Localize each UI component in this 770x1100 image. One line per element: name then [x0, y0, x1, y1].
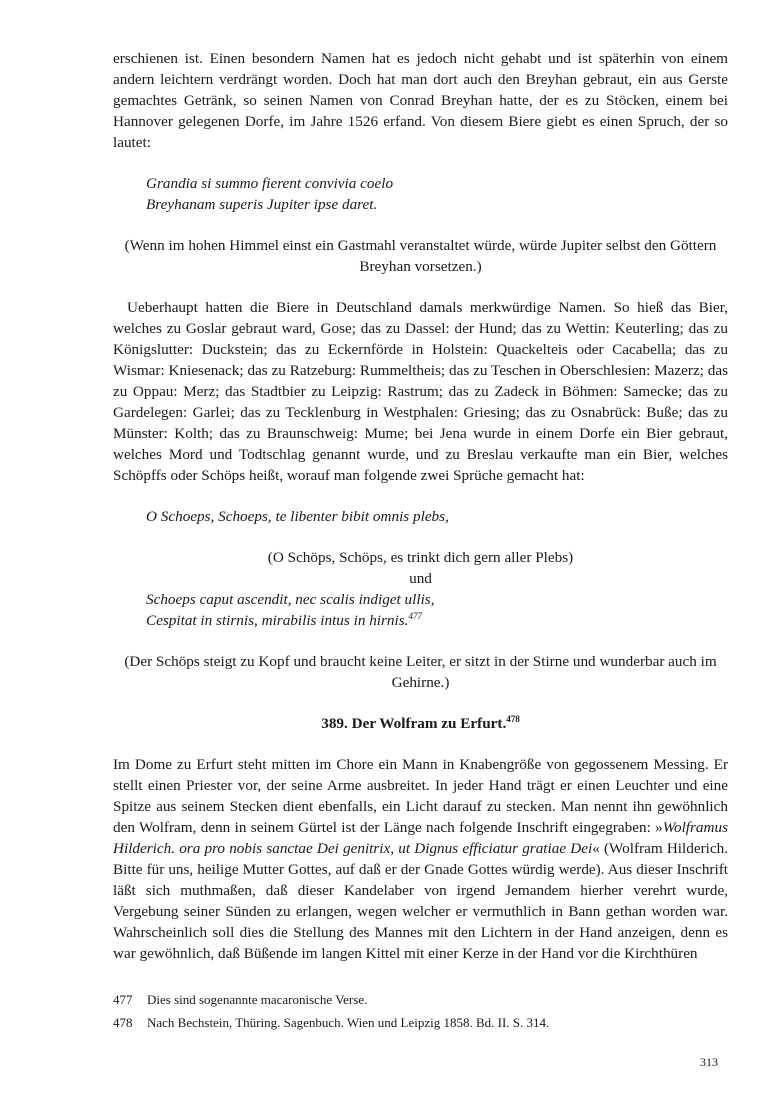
footnote-text: Nach Bechstein, Thüring. Sagenbuch. Wien und Leipzig 1858. Bd. II. S. 314.: [147, 1015, 550, 1030]
heading-text: 389. Der Wolfram zu Erfurt.: [321, 715, 507, 732]
footnote-text: Dies sind sogenannte macaronische Verse.: [147, 992, 368, 1007]
latin-verse-caput-line-2: [146, 610, 728, 631]
paragraph-beer-names: Ueberhaupt hatten die Biere in Deutschland damals merkwürdige Namen. So hieß das Bier, welches zu Goslar gebraut ward, Gose; das zu Dassel: der Hund; das zu Wettin: Keuterling; das zu Königslutter: Duckstein; das zu Eckernförde in Holstein: Quackelteis oder Cacabella; das zu Wismar: Kniesenack; das zu Ratzeburg: Rummeltheis; das zu Teschen in Oberschlesien: Mazerz; das zu Oppau: Merz; das Stadtbier zu Leipzig: Rastrum; das zu Zadeck in Böhmen: Samecke; das zu Gardelegen: Garlei; das zu Tecklenburg in Westphalen: Griesing; das zu Osnabrück: Buße; das zu Münster: Kolth; das zu Braunschweig: Mume; bei Jena wurde in einem Dorfe ein Bier gebraut, welches Mord und Todtschlag genannt wurde, und zu Breslau verkaufte man ein Bier, welches Schöpffs oder Schöps heißt, worauf man folgende zwei Sprüche gemacht hat:: [113, 299, 728, 484]
wolfram-text-a: Im Dome zu Erfurt steht mitten im Chore ein Mann in Knabengröße von gegossenem Messing. Er stellt einen Priester vor, der seine Arme ausbreitet. In jeder Hand trägt er einen Leuchter und eine Spitze aus seinem Stecken dient ebenfalls, ein Licht darauf zu stecken. Man nennt ihn gewöhnlich den Wolfram, denn in seinem Gürtel ist der Länge nach folgende Inschrift eingegraben: »: [113, 756, 728, 836]
footnote-477: [113, 988, 728, 1011]
wolfram-text-b: « (Wolfram Hilderich. Bitte für uns, heilige Mutter Gottes, auf daß er der Gnade Gottes würdig werde). Aus dieser Inschrift läßt sich muthmaßen, daß dieser Kandelaber von irgend Jemandem hierher verehrt wurde, Vergebung seiner Sünden zu erlangen, wegen welcher er vermuthlich in Bann gethan worden war. Wahrscheinlich soll dies die Stellung des Mannes mit den Lichtern in der Hand anzeigen, denn es war gewöhnlich, daß Büßende im langen Kittel mit einer Kerze in der Hand vor die Kirchthüren: [113, 840, 728, 962]
footnote-ref-478[interactable]: 478: [506, 713, 520, 724]
latin-verse-caput-line-1: Schoeps caput ascendit, nec scalis indiget ullis,: [146, 591, 435, 608]
latin-verse-line-1: Grandia si summo fierent convivia coelo: [146, 175, 394, 192]
footnotes: [113, 988, 728, 1034]
footnote-478: [113, 1011, 728, 1034]
footnote-number: 477: [113, 992, 133, 1007]
paragraph-wolfram: [113, 754, 728, 964]
latin-verse-schoeps: O Schoeps, Schoeps, te libenter bibit omnis plebs,: [146, 508, 449, 525]
page-body: [113, 48, 728, 964]
conjunction-und: und: [409, 570, 432, 587]
verse-text: Cespitat in stirnis, mirabilis intus in hirnis.: [146, 612, 409, 629]
footnote-number: 478: [113, 1015, 133, 1030]
translation-schoeps: (O Schöps, Schöps, es trinkt dich gern aller Plebs): [267, 549, 574, 566]
page-number: 313: [700, 1055, 718, 1069]
latin-verse-line-2: Breyhanam superis Jupiter ipse daret.: [146, 196, 378, 213]
paragraph-breyhan: erschienen ist. Einen besondern Namen hat es jedoch nicht gehabt und ist späterhin von einem andern leichtern verdrängt worden. Doch hat man dort auch den Breyhan gebraut, ein aus Gerste gemachtes Getränk, so seinen Namen von Conrad Breyhan hatte, der es zu Stöcken, einem bei Hannover gelegenen Dorfe, im Jahre 1526 erfand. Von diesem Biere giebt es einen Spruch, der so lautet:: [113, 50, 728, 151]
footnote-ref-477[interactable]: 477: [408, 610, 422, 621]
translation-breyhan: (Wenn im hohen Himmel einst ein Gastmahl veranstaltet würde, würde Jupiter selbst den Göttern Breyhan vorsetzen.): [124, 237, 717, 275]
wolfram-inscription: Wolframus Hilderich. ora pro nobis sanctae Dei genitrix, ut Dignus efficiatur gratiae Dei: [113, 819, 728, 857]
section-heading: [113, 713, 728, 734]
translation-caput: (Der Schöps steigt zu Kopf und braucht keine Leiter, er sitzt in der Stirne und wunderbar auch im Gehirne.): [124, 653, 717, 691]
